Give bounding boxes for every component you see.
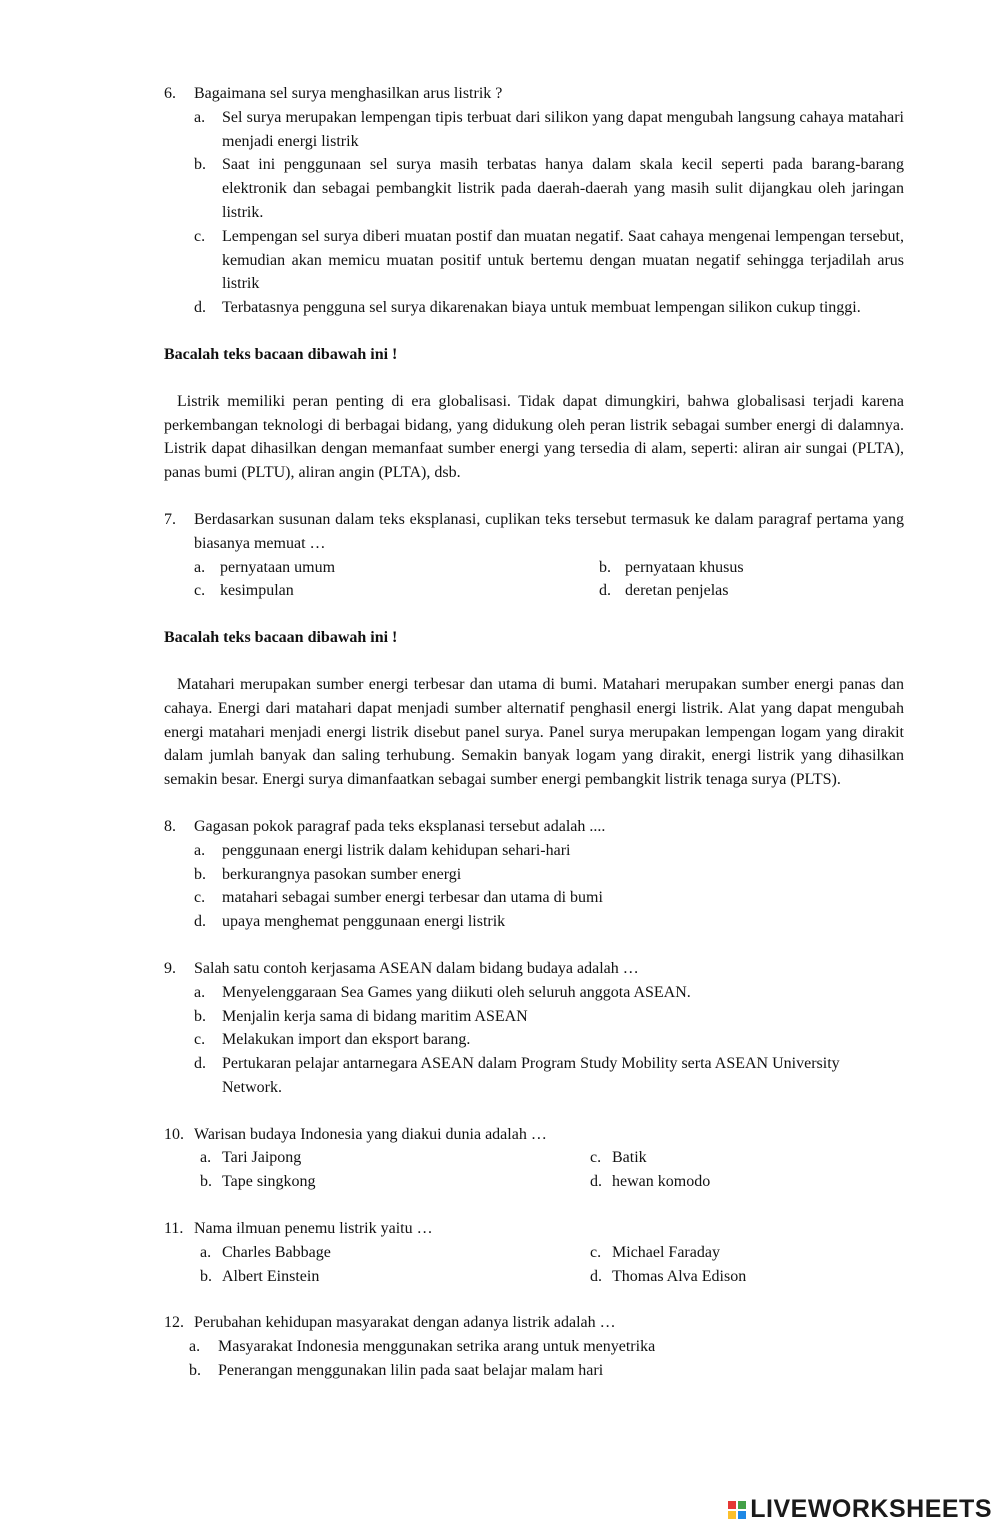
question-9 xyxy=(164,957,904,1100)
option-d[interactable] xyxy=(194,296,904,320)
question-11 xyxy=(164,1217,904,1288)
option-c[interactable] xyxy=(194,1028,904,1052)
option-letter: d. xyxy=(194,299,206,317)
option-letter: b. xyxy=(200,1173,212,1191)
option-text: pernyataan umum xyxy=(220,558,336,576)
section-heading: Bacalah teks bacaan dibawah ini ! xyxy=(164,345,398,363)
option-letter: a. xyxy=(200,1243,212,1261)
logo-text: LIVEWORKSHEETS xyxy=(750,1495,992,1523)
question-number: 9. xyxy=(164,959,176,977)
option-text: Pertukaran pelajar antarnegara ASEAN dalam Program Study Mobility serta ASEAN University Network. xyxy=(222,1055,840,1096)
option-a[interactable] xyxy=(194,556,599,580)
option-d[interactable] xyxy=(194,1052,904,1100)
question-number: 8. xyxy=(164,817,176,835)
option-letter: a. xyxy=(200,1149,212,1167)
option-a[interactable] xyxy=(189,1335,904,1359)
option-letter: a. xyxy=(194,108,206,126)
option-b[interactable] xyxy=(200,1170,590,1194)
option-c[interactable] xyxy=(590,1146,904,1170)
option-text: Tape singkong xyxy=(222,1173,316,1191)
option-a[interactable] xyxy=(194,106,904,154)
option-text: Menyelenggaraan Sea Games yang diikuti oleh seluruh anggota ASEAN. xyxy=(222,983,691,1001)
option-letter: c. xyxy=(590,1149,602,1167)
question-text: Nama ilmuan penemu listrik yaitu … xyxy=(194,1220,433,1238)
option-b[interactable] xyxy=(194,1005,904,1029)
question-7 xyxy=(164,508,904,603)
option-a[interactable] xyxy=(194,839,904,863)
option-letter: d. xyxy=(590,1173,602,1191)
option-text: Michael Faraday xyxy=(612,1243,720,1261)
option-letter: a. xyxy=(194,558,206,576)
option-text: Charles Babbage xyxy=(222,1243,331,1261)
option-d[interactable] xyxy=(590,1265,904,1289)
option-b[interactable] xyxy=(194,863,904,887)
option-text: Batik xyxy=(612,1149,647,1167)
option-letter: d. xyxy=(194,1055,206,1073)
option-d[interactable] xyxy=(599,579,904,603)
question-8 xyxy=(164,815,904,934)
option-letter: c. xyxy=(194,582,206,600)
worksheet-page xyxy=(164,82,904,1406)
question-10 xyxy=(164,1123,904,1194)
option-letter: b. xyxy=(194,156,206,174)
liveworksheets-logo[interactable] xyxy=(728,1495,992,1524)
question-text: Perubahan kehidupan masyarakat dengan adanya listrik adalah … xyxy=(194,1314,616,1332)
option-text: Penerangan menggunakan lilin pada saat belajar malam hari xyxy=(218,1362,604,1380)
question-number: 12. xyxy=(164,1314,184,1332)
option-text: kesimpulan xyxy=(220,582,294,600)
option-c[interactable] xyxy=(194,225,904,296)
question-number: 10. xyxy=(164,1125,184,1143)
question-number: 6. xyxy=(164,85,176,102)
option-letter: a. xyxy=(194,841,206,859)
option-letter: b. xyxy=(189,1362,201,1380)
option-a[interactable] xyxy=(194,981,904,1005)
option-text: Sel surya merupakan lempengan tipis terbuat dari silikon yang dapat mengubah langsung cahaya matahari menjadi energi listrik xyxy=(222,108,904,150)
option-c[interactable] xyxy=(194,579,599,603)
option-b[interactable] xyxy=(599,556,904,580)
option-letter: b. xyxy=(200,1267,212,1285)
option-d[interactable] xyxy=(590,1170,904,1194)
option-text: matahari sebagai sumber energi terbesar dan utama di bumi xyxy=(222,889,603,907)
option-letter: d. xyxy=(599,582,611,600)
option-letter: c. xyxy=(590,1243,602,1261)
option-text: upaya menghemat penggunaan energi listrik xyxy=(222,913,506,931)
option-text: deretan penjelas xyxy=(625,582,729,600)
option-d[interactable] xyxy=(194,910,904,934)
option-text: Melakukan import dan eksport barang. xyxy=(222,1031,471,1049)
option-letter: b. xyxy=(599,558,611,576)
question-number: 7. xyxy=(164,510,176,528)
option-letter: c. xyxy=(194,889,206,907)
option-text: Menjalin kerja sama di bidang maritim ASEAN xyxy=(222,1007,528,1025)
question-6 xyxy=(164,82,904,320)
option-letter: d. xyxy=(590,1267,602,1285)
section-heading: Bacalah teks bacaan dibawah ini ! xyxy=(164,629,398,647)
option-b[interactable] xyxy=(194,153,904,224)
question-text: Warisan budaya Indonesia yang diakui dunia adalah … xyxy=(194,1125,547,1143)
option-letter: d. xyxy=(194,913,206,931)
question-text: Gagasan pokok paragraf pada teks eksplanasi tersebut adalah .... xyxy=(194,817,606,835)
option-text: hewan komodo xyxy=(612,1173,711,1191)
option-text: Saat ini penggunaan sel surya masih terbatas hanya dalam skala kecil seperti pada barang-barang elektronik dan sebagai pembangkit listrik pada daerah-daerah yang masih sulit dijangkau oleh jaringan listrik. xyxy=(222,156,904,221)
option-text: Lempengan sel surya diberi muatan postif dan muatan negatif. Saat cahaya mengenai lempengan tersebut, kemudian akan memicu muatan positif untuk bertemu dengan muatan negatif sehingga terjadilah arus listrik xyxy=(222,227,904,293)
option-letter: b. xyxy=(194,865,206,883)
question-text: Berdasarkan susunan dalam teks eksplanasi, cuplikan teks tersebut termasuk ke dalam paragraf pertama yang biasanya memuat … xyxy=(194,510,904,552)
option-text: Terbatasnya pengguna sel surya dikarenakan biaya untuk membuat lempengan silikon cukup tinggi. xyxy=(222,299,861,317)
option-text: Masyarakat Indonesia menggunakan setrika arang untuk menyetrika xyxy=(218,1338,656,1356)
reading-passage-2: Matahari merupakan sumber energi terbesar dan utama di bumi. Matahari merupakan sumber energi panas dan cahaya. Energi dari matahari dapat menjadi sumber alternatif penghasil energi listrik. Alat yang dapat mengubah energi matahari menjadi energi listrik disebut panel surya. Panel surya merupakan lempengan logam yang dirakit dalam jumlah banyak dan saling terhubung. Semakin banyak logam yang dirakit, energi listrik yang dihasilkan semakin besar. Energi surya dimanfaatkan sebagai sumber energi pembangkit listrik tenaga surya (PLTS). xyxy=(164,675,904,789)
option-letter: a. xyxy=(189,1338,201,1356)
option-c[interactable] xyxy=(194,886,904,910)
option-text: Tari Jaipong xyxy=(222,1149,302,1167)
question-number: 11. xyxy=(164,1220,184,1238)
option-b[interactable] xyxy=(189,1359,904,1383)
option-a[interactable] xyxy=(200,1146,590,1170)
reading-passage-1: Listrik memiliki peran penting di era globalisasi. Tidak dapat dimungkiri, bahwa globalisasi terjadi karena perkembangan teknologi di berbagai bidang, yang didukung oleh peran listrik sebagai sumber energi di dalamnya. Listrik dapat dihasilkan dengan memanfaat sumber energi yang tersedia di alam, seperti: aliran air sungai (PLTA), panas bumi (PLTU), aliran angin (PLTA), dsb. xyxy=(164,392,904,482)
option-a[interactable] xyxy=(200,1241,590,1265)
question-text: Bagaimana sel surya menghasilkan arus listrik ? xyxy=(194,85,503,102)
question-text: Salah satu contoh kerjasama ASEAN dalam bidang budaya adalah … xyxy=(194,959,639,977)
option-text: pernyataan khusus xyxy=(625,558,744,576)
option-text: berkurangnya pasokan sumber energi xyxy=(222,865,462,883)
option-c[interactable] xyxy=(590,1241,904,1265)
option-text: Albert Einstein xyxy=(222,1267,320,1285)
logo-mark-icon xyxy=(728,1501,746,1519)
option-letter: c. xyxy=(194,1031,206,1049)
option-letter: b. xyxy=(194,1007,206,1025)
option-b[interactable] xyxy=(200,1265,590,1289)
question-12 xyxy=(164,1311,904,1382)
option-text: Thomas Alva Edison xyxy=(612,1267,747,1285)
option-letter: c. xyxy=(194,227,206,245)
option-letter: a. xyxy=(194,983,206,1001)
option-text: penggunaan energi listrik dalam kehidupan sehari-hari xyxy=(222,841,571,859)
